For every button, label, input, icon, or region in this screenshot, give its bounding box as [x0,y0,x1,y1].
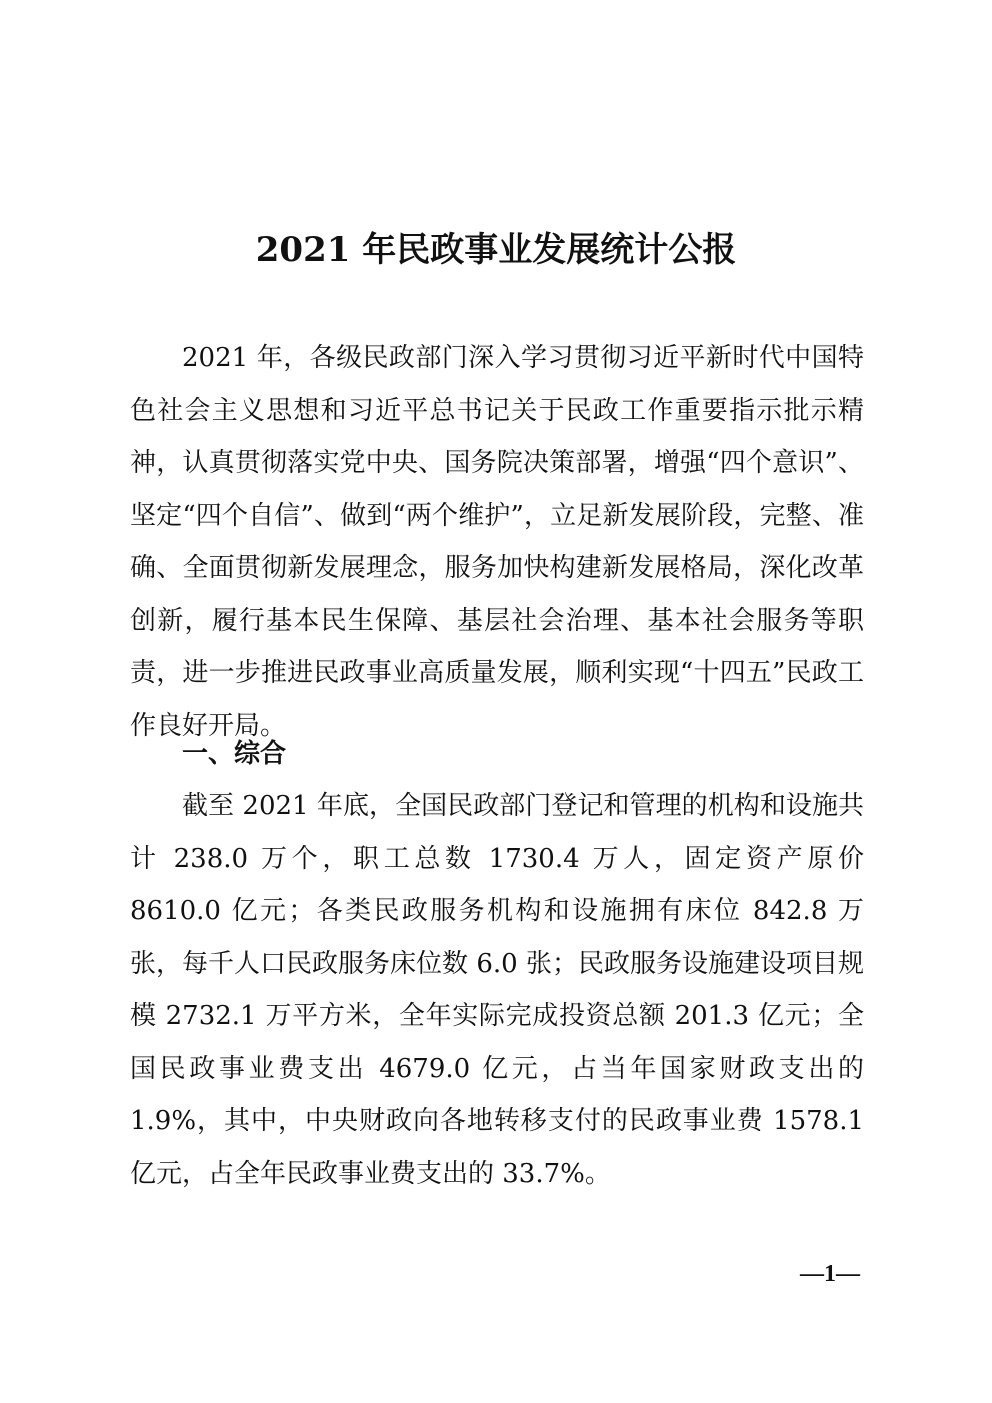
summary-paragraph: 截至 2021 年底，全国民政部门登记和管理的机构和设施共计 238.0 万个，职工总数 1730.4 万人，固定资产原价 8610.0 亿元；各类民政服务机构和设施拥有床位 842.8 万张，每千人口民政服务床位数 6.0 张；民政服务设施建设项目规模 2732.1 万平方米，全年实际完成投资总额 201.3 亿元；全国民政事业费支出 4679.0 亿元，占当年国家财政支出的 1.9%，其中，中央财政向各地转移支付的民政事业费 1578.1 亿元，占全年民政事业费支出的 33.7%。 [130,791,864,1189]
intro-section [130,332,864,752]
section-heading: 一、综合 [182,739,287,769]
intro-paragraph: 2021 年，各级民政部门深入学习贯彻习近平新时代中国特色社会主义思想和习近平总书记关于民政工作重要指示批示精神，认真贯彻落实党中央、国务院决策部署，增强“四个意识”、坚定“四个自信”、做到“两个维护”，立足新发展阶段，完整、准确、全面贯彻新发展理念，服务加快构建新发展格局，深化改革创新，履行基本民生保障、基层社会治理、基本社会服务等职责，进一步推进民政事业高质量发展，顺利实现“十四五”民政工作良好开局。 [130,343,864,741]
summary-section [130,780,864,1200]
document-title: 2021 年民政事业发展统计公报 [255,230,737,270]
page-number: —1— [800,1261,860,1287]
